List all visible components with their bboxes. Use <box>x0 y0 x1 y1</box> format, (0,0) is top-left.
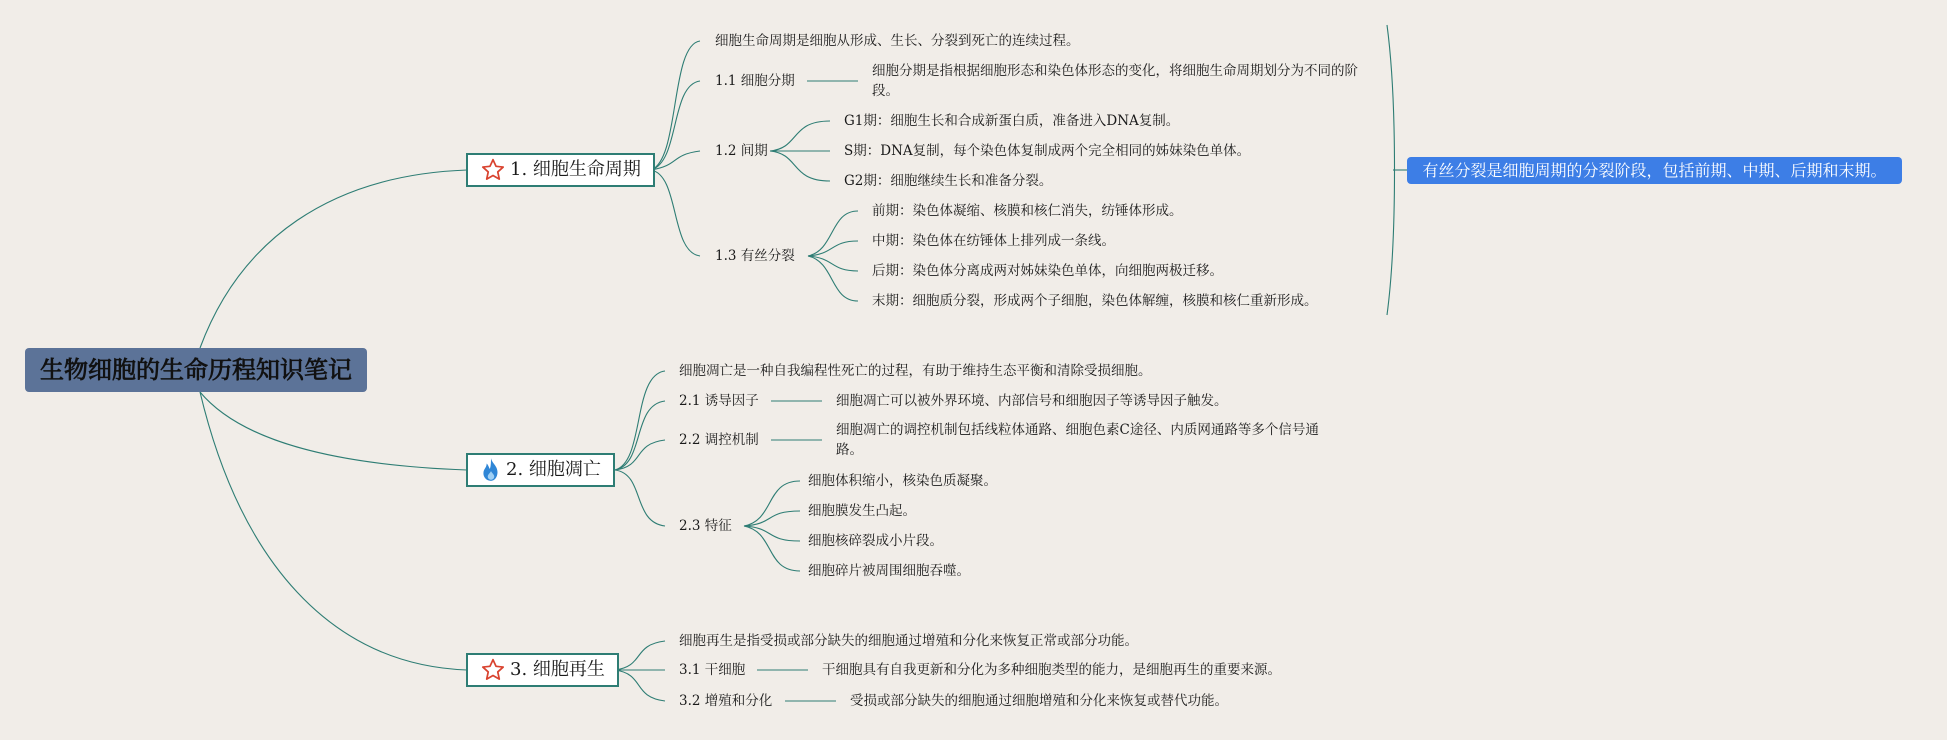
link-s3-pro <box>808 211 858 256</box>
link-t3-s2 <box>615 670 665 701</box>
topic-cell-lifecycle[interactable] <box>466 153 655 187</box>
summary-node[interactable]: 有丝分裂是细胞周期的分裂阶段，包括前期、中期、后期和末期。 <box>1407 157 1902 184</box>
link-feat-1 <box>744 481 800 526</box>
node-prophase[interactable]: 前期：染色体凝缩、核膜和核仁消失，纺锤体形成。 <box>872 203 1183 219</box>
node-t3-s2-label[interactable]: 3.2 增殖和分化 <box>679 693 773 709</box>
fire-icon <box>480 457 502 483</box>
node-t3-s1-text[interactable]: 干细胞具有自我更新和分化为多种细胞类型的能力，是细胞再生的重要来源。 <box>822 662 1281 678</box>
topic-regeneration[interactable] <box>466 653 619 687</box>
root-topic[interactable]: 生物细胞的生命历程知识笔记 <box>25 348 367 392</box>
node-t2-s1-label[interactable]: 2.1 诱导因子 <box>679 393 759 409</box>
node-t1-intro[interactable]: 细胞生命周期是细胞从形成、生长、分裂到死亡的连续过程。 <box>715 33 1080 49</box>
link-s3-telo <box>808 256 858 301</box>
node-t2-intro[interactable]: 细胞凋亡是一种自我编程性死亡的过程，有助于维持生态平衡和清除受损细胞。 <box>679 363 1152 379</box>
link-s2-g2 <box>770 151 830 181</box>
node-feature-4[interactable]: 细胞碎片被周围细胞吞噬。 <box>808 563 970 579</box>
node-t2-s3-label[interactable]: 2.3 特征 <box>679 518 732 534</box>
star-icon <box>480 157 506 183</box>
link-s2-g1 <box>770 121 830 151</box>
link-t1-s1 <box>651 81 700 170</box>
link-feat-4 <box>744 526 800 571</box>
link-root-t1 <box>200 170 467 348</box>
topic-label: 2. 细胞凋亡 <box>506 459 601 480</box>
node-feature-1[interactable]: 细胞体积缩小，核染色质凝聚。 <box>808 473 997 489</box>
topic-label: 1. 细胞生命周期 <box>510 159 641 180</box>
node-t2-s2-label[interactable]: 2.2 调控机制 <box>679 432 759 448</box>
link-t2-intro <box>615 371 665 470</box>
node-g2[interactable]: G2期：细胞继续生长和准备分裂。 <box>844 173 1053 189</box>
node-metaphase[interactable]: 中期：染色体在纺锤体上排列成一条线。 <box>872 233 1115 249</box>
link-t1-s2 <box>651 151 700 170</box>
node-feature-2[interactable]: 细胞膜发生凸起。 <box>808 503 916 519</box>
node-t3-intro[interactable]: 细胞再生是指受损或部分缺失的细胞通过增殖和分化来恢复正常或部分功能。 <box>679 633 1138 649</box>
node-t1-s1-text[interactable]: 细胞分期是指根据细胞形态和染色体形态的变化，将细胞生命周期划分为不同的阶段。 <box>872 63 1358 99</box>
node-g1[interactable]: G1期：细胞生长和合成新蛋白质，准备进入DNA复制。 <box>844 113 1180 129</box>
node-t2-s2-text[interactable]: 细胞凋亡的调控机制包括线粒体通路、细胞色素C途径、内质网通路等多个信号通路。 <box>836 422 1319 458</box>
link-root-t3 <box>200 392 467 670</box>
link-t2-s3 <box>615 470 665 526</box>
node-t3-s1-label[interactable]: 3.1 干细胞 <box>679 662 746 678</box>
node-feature-3[interactable]: 细胞核碎裂成小片段。 <box>808 533 943 549</box>
link-t1-s3 <box>651 170 700 256</box>
topic-apoptosis[interactable] <box>466 453 615 487</box>
link-s3-meta <box>808 241 858 256</box>
node-t1-s3-label[interactable]: 1.3 有丝分裂 <box>715 248 795 264</box>
node-t1-s2-label[interactable]: 1.2 间期 <box>715 143 768 159</box>
node-t1-s1-label[interactable]: 1.1 细胞分期 <box>715 73 795 89</box>
node-t3-s2-text[interactable]: 受损或部分缺失的细胞通过细胞增殖和分化来恢复或替代功能。 <box>850 693 1228 709</box>
node-t2-s1-text[interactable]: 细胞凋亡可以被外界环境、内部信号和细胞因子等诱导因子触发。 <box>836 393 1228 409</box>
node-anaphase[interactable]: 后期：染色体分离成两对姊妹染色单体，向细胞两极迁移。 <box>872 263 1223 279</box>
star-icon <box>480 657 506 683</box>
node-s-phase[interactable]: S期：DNA复制，每个染色体复制成两个完全相同的姊妹染色单体。 <box>844 143 1251 159</box>
link-t1-intro <box>651 41 700 170</box>
link-root-t2 <box>200 392 467 470</box>
link-s3-ana <box>808 256 858 271</box>
node-telophase[interactable]: 末期：细胞质分裂，形成两个子细胞，染色体解缠，核膜和核仁重新形成。 <box>872 293 1318 309</box>
link-t3-intro <box>615 641 665 670</box>
topic-label: 3. 细胞再生 <box>510 659 605 680</box>
